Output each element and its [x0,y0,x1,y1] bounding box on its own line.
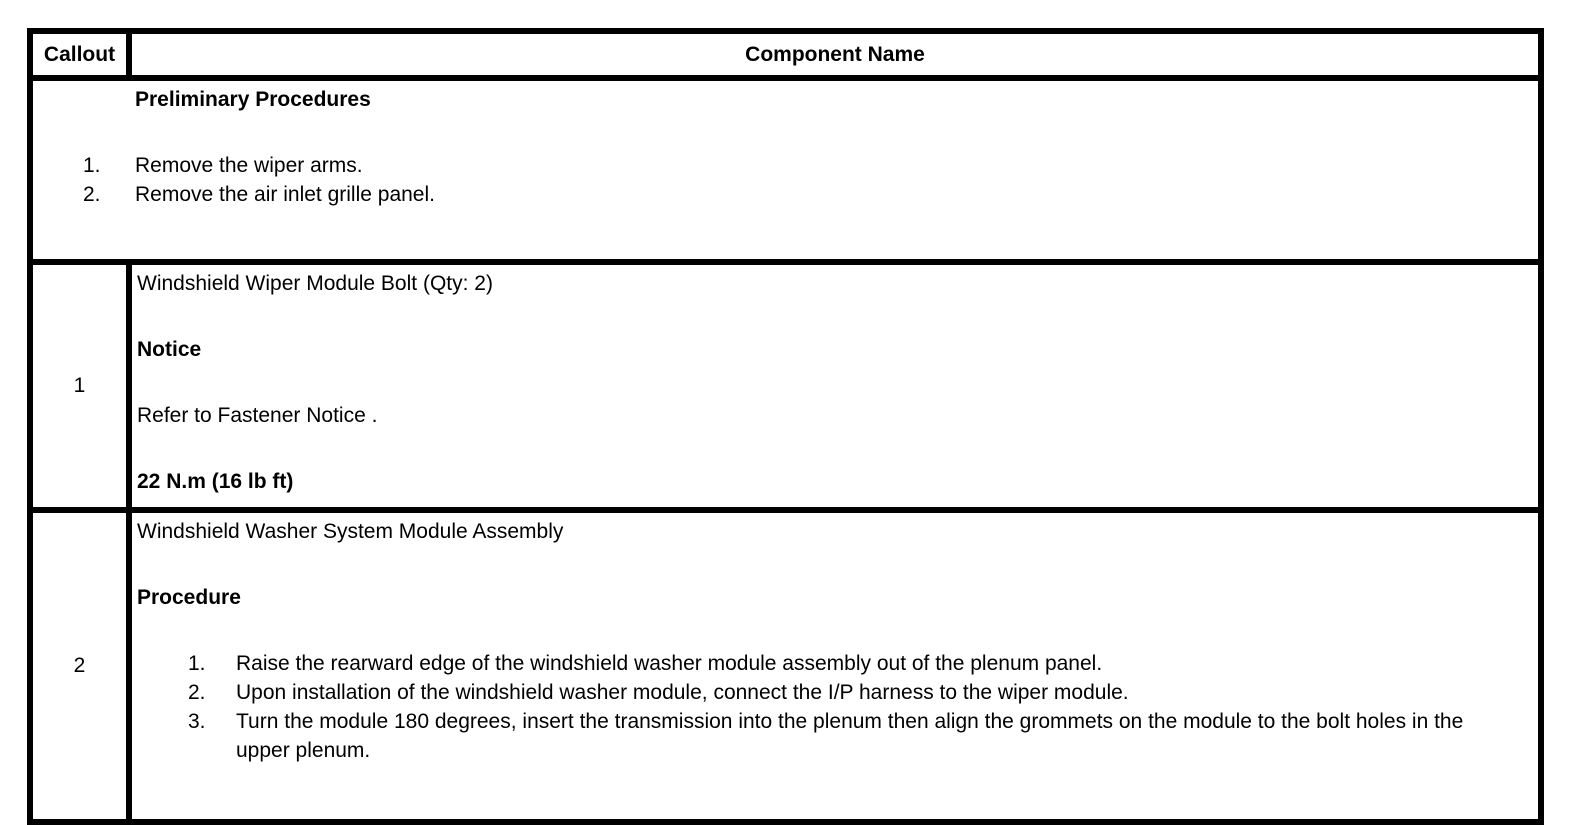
callout-column-header: Callout [30,31,129,78]
list-item-number: 1. [188,652,206,675]
component-name: Windshield Wiper Module Bolt (Qty: 2) [137,272,493,295]
callout-number: 2 [30,510,129,822]
torque-spec: 22 N.m (16 lb ft) [137,470,294,493]
component-name-column-header: Component Name [129,31,1541,78]
component-cell-wiper-module-bolt [129,262,1541,510]
list-item-number: 2. [188,681,206,704]
list-item [188,678,1530,707]
list-item [83,180,1530,209]
list-item-number: 3. [188,710,206,733]
callout-number: 1 [30,262,129,510]
list-item [83,151,1530,180]
list-item-text: Remove the wiper arms. [135,154,363,177]
table-row-callout-1 [30,262,1541,510]
notice-text: Refer to Fastener Notice . [137,404,378,427]
list-item-number: 1. [83,154,101,177]
preliminary-procedures-cell [30,78,1541,262]
component-cell-washer-module-assembly [129,510,1541,822]
procedure-steps-list [188,649,1530,765]
list-item-text: Upon installation of the windshield washer module, connect the I/P harness to the wiper module. [236,681,1129,704]
list-item-text: Turn the module 180 degrees, insert the transmission into the plenum then align the grommets on the module to the bolt holes in the upper plenum. [236,710,1464,762]
table-header-row [30,31,1541,78]
list-item [188,649,1530,678]
preliminary-steps-list [83,151,1530,209]
notice-label: Notice [137,338,202,361]
list-item-text: Raise the rearward edge of the windshield washer module assembly out of the plenum panel. [236,652,1103,675]
table-row-callout-2 [30,510,1541,822]
procedure-label: Procedure [137,586,241,609]
list-item [188,707,1530,765]
component-name: Windshield Washer System Module Assembly [137,520,564,543]
component-table [27,28,1544,825]
preliminary-procedures-title: Preliminary Procedures [135,88,371,111]
list-item-text: Remove the air inlet grille panel. [135,183,435,206]
list-item-number: 2. [83,183,101,206]
preliminary-procedures-row [30,78,1541,262]
